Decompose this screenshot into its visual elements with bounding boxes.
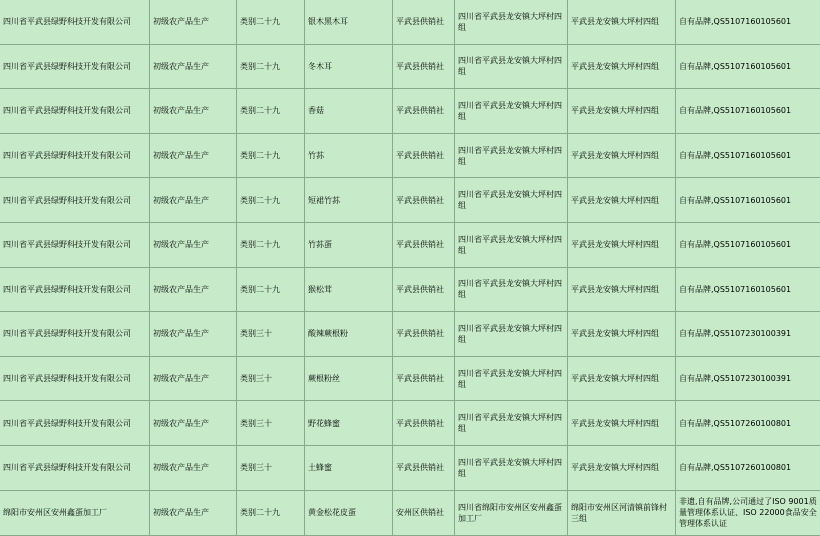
coop-cell: 平武县供销社 bbox=[393, 445, 455, 490]
product-cell: 香菇 bbox=[305, 89, 393, 134]
coop-cell: 平武县供销社 bbox=[393, 356, 455, 401]
category-cell: 初级农产品生产 bbox=[150, 0, 237, 44]
note-cell: 自有品牌,QS5107230100391 bbox=[676, 356, 820, 401]
address-cell: 四川省平武县龙安镇大坪村四组 bbox=[455, 267, 568, 312]
company-cell: 四川省平武县绿野科技开发有限公司 bbox=[0, 401, 150, 446]
table-row bbox=[0, 267, 820, 312]
note-cell: 自有品牌,QS5107260100801 bbox=[676, 445, 820, 490]
location-cell: 平武县龙安镇大坪村四组 bbox=[568, 133, 676, 178]
table-row bbox=[0, 401, 820, 446]
note-cell: 自有品牌,QS5107160105601 bbox=[676, 178, 820, 223]
coop-cell: 平武县供销社 bbox=[393, 178, 455, 223]
address-cell: 四川省平武县龙安镇大坪村四组 bbox=[455, 445, 568, 490]
category-cell: 初级农产品生产 bbox=[150, 178, 237, 223]
class-cell: 类别三十 bbox=[237, 445, 305, 490]
location-cell: 平武县龙安镇大坪村四组 bbox=[568, 267, 676, 312]
category-cell: 初级农产品生产 bbox=[150, 356, 237, 401]
note-cell: 自有品牌,QS5107160105601 bbox=[676, 89, 820, 134]
company-cell: 四川省平武县绿野科技开发有限公司 bbox=[0, 312, 150, 357]
location-cell: 平武县龙安镇大坪村四组 bbox=[568, 401, 676, 446]
class-cell: 类别三十 bbox=[237, 401, 305, 446]
category-cell: 初级农产品生产 bbox=[150, 222, 237, 267]
coop-cell: 平武县供销社 bbox=[393, 44, 455, 89]
company-cell: 四川省平武县绿野科技开发有限公司 bbox=[0, 222, 150, 267]
product-cell: 土蜂蜜 bbox=[305, 445, 393, 490]
product-cell: 猴松茸 bbox=[305, 267, 393, 312]
note-cell: 自有品牌,QS5107160105601 bbox=[676, 0, 820, 44]
coop-cell: 安州区供销社 bbox=[393, 490, 455, 535]
note-cell: 非遗,自有品牌,公司通过了ISO 9001质量管理体系认证、ISO 22000食品安全管理体系认证 bbox=[676, 490, 820, 535]
company-cell: 四川省平武县绿野科技开发有限公司 bbox=[0, 356, 150, 401]
class-cell: 类别二十九 bbox=[237, 0, 305, 44]
address-cell: 四川省平武县龙安镇大坪村四组 bbox=[455, 401, 568, 446]
location-cell: 平武县龙安镇大坪村四组 bbox=[568, 0, 676, 44]
location-cell: 平武县龙安镇大坪村四组 bbox=[568, 445, 676, 490]
product-cell: 野花蜂蜜 bbox=[305, 401, 393, 446]
company-cell: 四川省平武县绿野科技开发有限公司 bbox=[0, 133, 150, 178]
coop-cell: 平武县供销社 bbox=[393, 267, 455, 312]
address-cell: 四川省平武县龙安镇大坪村四组 bbox=[455, 89, 568, 134]
category-cell: 初级农产品生产 bbox=[150, 312, 237, 357]
address-cell: 四川省平武县龙安镇大坪村四组 bbox=[455, 44, 568, 89]
table-row bbox=[0, 133, 820, 178]
note-cell: 自有品牌,QS5107260100801 bbox=[676, 401, 820, 446]
product-cell: 蕨根粉丝 bbox=[305, 356, 393, 401]
coop-cell: 平武县供销社 bbox=[393, 89, 455, 134]
table-row bbox=[0, 89, 820, 134]
coop-cell: 平武县供销社 bbox=[393, 133, 455, 178]
address-cell: 四川省平武县龙安镇大坪村四组 bbox=[455, 312, 568, 357]
address-cell: 四川省绵阳市安州区安州鑫蛋加工厂 bbox=[455, 490, 568, 535]
location-cell: 平武县龙安镇大坪村四组 bbox=[568, 89, 676, 134]
table-row bbox=[0, 312, 820, 357]
company-cell: 四川省平武县绿野科技开发有限公司 bbox=[0, 89, 150, 134]
product-cell: 短裙竹荪 bbox=[305, 178, 393, 223]
company-cell: 四川省平武县绿野科技开发有限公司 bbox=[0, 44, 150, 89]
company-cell: 绵阳市安州区安州鑫蛋加工厂 bbox=[0, 490, 150, 535]
address-cell: 四川省平武县龙安镇大坪村四组 bbox=[455, 222, 568, 267]
table-row bbox=[0, 445, 820, 490]
table-row bbox=[0, 356, 820, 401]
address-cell: 四川省平武县龙安镇大坪村四组 bbox=[455, 0, 568, 44]
note-cell: 自有品牌,QS5107160105601 bbox=[676, 222, 820, 267]
class-cell: 类别二十九 bbox=[237, 267, 305, 312]
class-cell: 类别三十 bbox=[237, 356, 305, 401]
company-cell: 四川省平武县绿野科技开发有限公司 bbox=[0, 0, 150, 44]
class-cell: 类别二十九 bbox=[237, 178, 305, 223]
class-cell: 类别二十九 bbox=[237, 89, 305, 134]
category-cell: 初级农产品生产 bbox=[150, 89, 237, 134]
category-cell: 初级农产品生产 bbox=[150, 267, 237, 312]
table-row bbox=[0, 44, 820, 89]
category-cell: 初级农产品生产 bbox=[150, 44, 237, 89]
class-cell: 类别二十九 bbox=[237, 222, 305, 267]
product-cell: 黄金松花皮蛋 bbox=[305, 490, 393, 535]
product-cell: 酸辣蕨根粉 bbox=[305, 312, 393, 357]
address-cell: 四川省平武县龙安镇大坪村四组 bbox=[455, 178, 568, 223]
location-cell: 平武县龙安镇大坪村四组 bbox=[568, 222, 676, 267]
product-cell: 竹荪 bbox=[305, 133, 393, 178]
category-cell: 初级农产品生产 bbox=[150, 445, 237, 490]
address-cell: 四川省平武县龙安镇大坪村四组 bbox=[455, 133, 568, 178]
note-cell: 自有品牌,QS5107230100391 bbox=[676, 312, 820, 357]
product-cell: 竹荪蛋 bbox=[305, 222, 393, 267]
table-row bbox=[0, 490, 820, 535]
coop-cell: 平武县供销社 bbox=[393, 0, 455, 44]
company-cell: 四川省平武县绿野科技开发有限公司 bbox=[0, 178, 150, 223]
class-cell: 类别二十九 bbox=[237, 44, 305, 89]
note-cell: 自有品牌,QS5107160105601 bbox=[676, 133, 820, 178]
product-cell: 银木黑木耳 bbox=[305, 0, 393, 44]
location-cell: 平武县龙安镇大坪村四组 bbox=[568, 312, 676, 357]
company-cell: 四川省平武县绿野科技开发有限公司 bbox=[0, 445, 150, 490]
category-cell: 初级农产品生产 bbox=[150, 401, 237, 446]
class-cell: 类别二十九 bbox=[237, 133, 305, 178]
table-row bbox=[0, 178, 820, 223]
class-cell: 类别二十九 bbox=[237, 490, 305, 535]
coop-cell: 平武县供销社 bbox=[393, 401, 455, 446]
product-cell: 冬木耳 bbox=[305, 44, 393, 89]
location-cell: 平武县龙安镇大坪村四组 bbox=[568, 356, 676, 401]
category-cell: 初级农产品生产 bbox=[150, 490, 237, 535]
class-cell: 类别三十 bbox=[237, 312, 305, 357]
location-cell: 平武县龙安镇大坪村四组 bbox=[568, 178, 676, 223]
address-cell: 四川省平武县龙安镇大坪村四组 bbox=[455, 356, 568, 401]
company-cell: 四川省平武县绿野科技开发有限公司 bbox=[0, 267, 150, 312]
note-cell: 自有品牌,QS5107160105601 bbox=[676, 44, 820, 89]
location-cell: 平武县龙安镇大坪村四组 bbox=[568, 44, 676, 89]
table-row bbox=[0, 222, 820, 267]
note-cell: 自有品牌,QS5107160105601 bbox=[676, 267, 820, 312]
category-cell: 初级农产品生产 bbox=[150, 133, 237, 178]
coop-cell: 平武县供销社 bbox=[393, 312, 455, 357]
coop-cell: 平武县供销社 bbox=[393, 222, 455, 267]
location-cell: 绵阳市安州区河清镇前锋村三组 bbox=[568, 490, 676, 535]
table-row bbox=[0, 0, 820, 44]
